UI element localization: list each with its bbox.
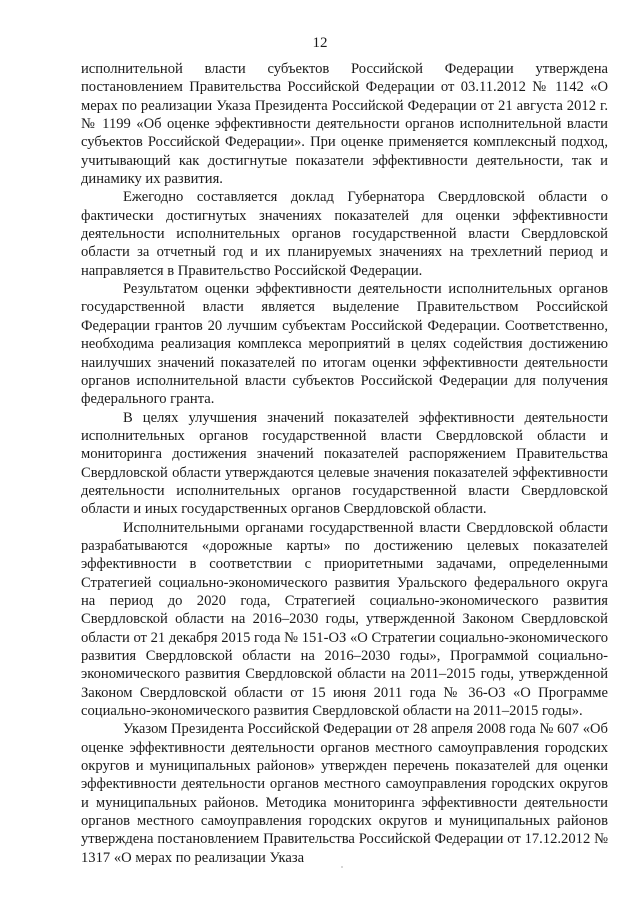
page-number: 12 [312, 35, 328, 51]
body-text [81, 60, 608, 867]
paragraph-roadmaps: Исполнительными органами государственной власти Свердловской области разрабатываются «дорожные карты» по достижению целевых показателей эффективности в соответствии с приоритетными задачами, определенными Стратегией социально-экономического развития Уральского федерального округа на период до 2020 года, Стратегией социально-экономического развития Свердловской области на 2016–2030 годы, утвержденной Законом Свердловской области от 21 декабря 2015 года № 151-ОЗ «О Стратегии социально-экономического развития Свердловской области на 2016–2030 годы», Программой социально-экономического развития Свердловской области на 2011–2015 годы, утвержденной Законом Свердловской области от 15 июня 2011 года № 36-ОЗ «О Программе социально-экономического развития Свердловской области на 2011–2015 годы». [81, 519, 608, 720]
paragraph-evaluation-result: Результатом оценки эффективности деятельности исполнительных органов государственной власти является выделение Правительством Российской Федерации грантов 20 лучшим субъектам Российской Федерации. Соответственно, необходима реализация комплекса мероприятий в целях содействия достижению наилучших значений показателей по итогам оценки эффективности деятельности органов исполнительной власти субъектов Российской Федерации для получения федерального гранта. [81, 281, 608, 408]
paragraph-governor-report: Ежегодно составляется доклад Губернатора Свердловской области о фактически достигнутых значениях показателей для оценки эффективности деятельности исполнительных органов государственной власти Свердловской области за отчетный год и их планируемых значениях на трехлетний период и направляется в Правительство Российской Федерации. [81, 189, 608, 279]
scan-dot [341, 866, 343, 868]
paragraph-improvement-targets: В целях улучшения значений показателей эффективности деятельности исполнительных органов государственной власти Свердловской области и мониторинга достижения значений показателей распоряжением Правительства Свердловской области утверждаются целевые значения показателей эффективности деятельности исполнительных органов государственной власти Свердловской области и иных государственных органов Свердловской области. [81, 409, 608, 518]
paragraph-continuation: исполнительной власти субъектов Российской Федерации утверждена постановлением Правительства Российской Федерации от 03.11.2012 № 1142 «О мерах по реализации Указа Президента Российской Федерации от 21 августа 2012 г. № 1199 «Об оценке эффективности деятельности органов исполнительной власти субъектов Российской Федерации». При оценке применяется комплексный подход, учитывающий как достигнутые показатели эффективности деятельности, так и динамику их развития. [81, 61, 608, 188]
paragraph-presidential-decree: Указом Президента Российской Федерации от 28 апреля 2008 года № 607 «Об оценке эффективности деятельности органов местного самоуправления городских округов и муниципальных районов» утвержден перечень показателей для оценки эффективности деятельности органов местного самоуправления городских округов и муниципальных районов. Методика мониторинга эффективности деятельности органов местного самоуправления городских округов и муниципальных районов утверждена постановлением Правительства Российской Федерации от 17.12.2012 № 1317 «О мерах по реализации Указа [81, 721, 608, 866]
